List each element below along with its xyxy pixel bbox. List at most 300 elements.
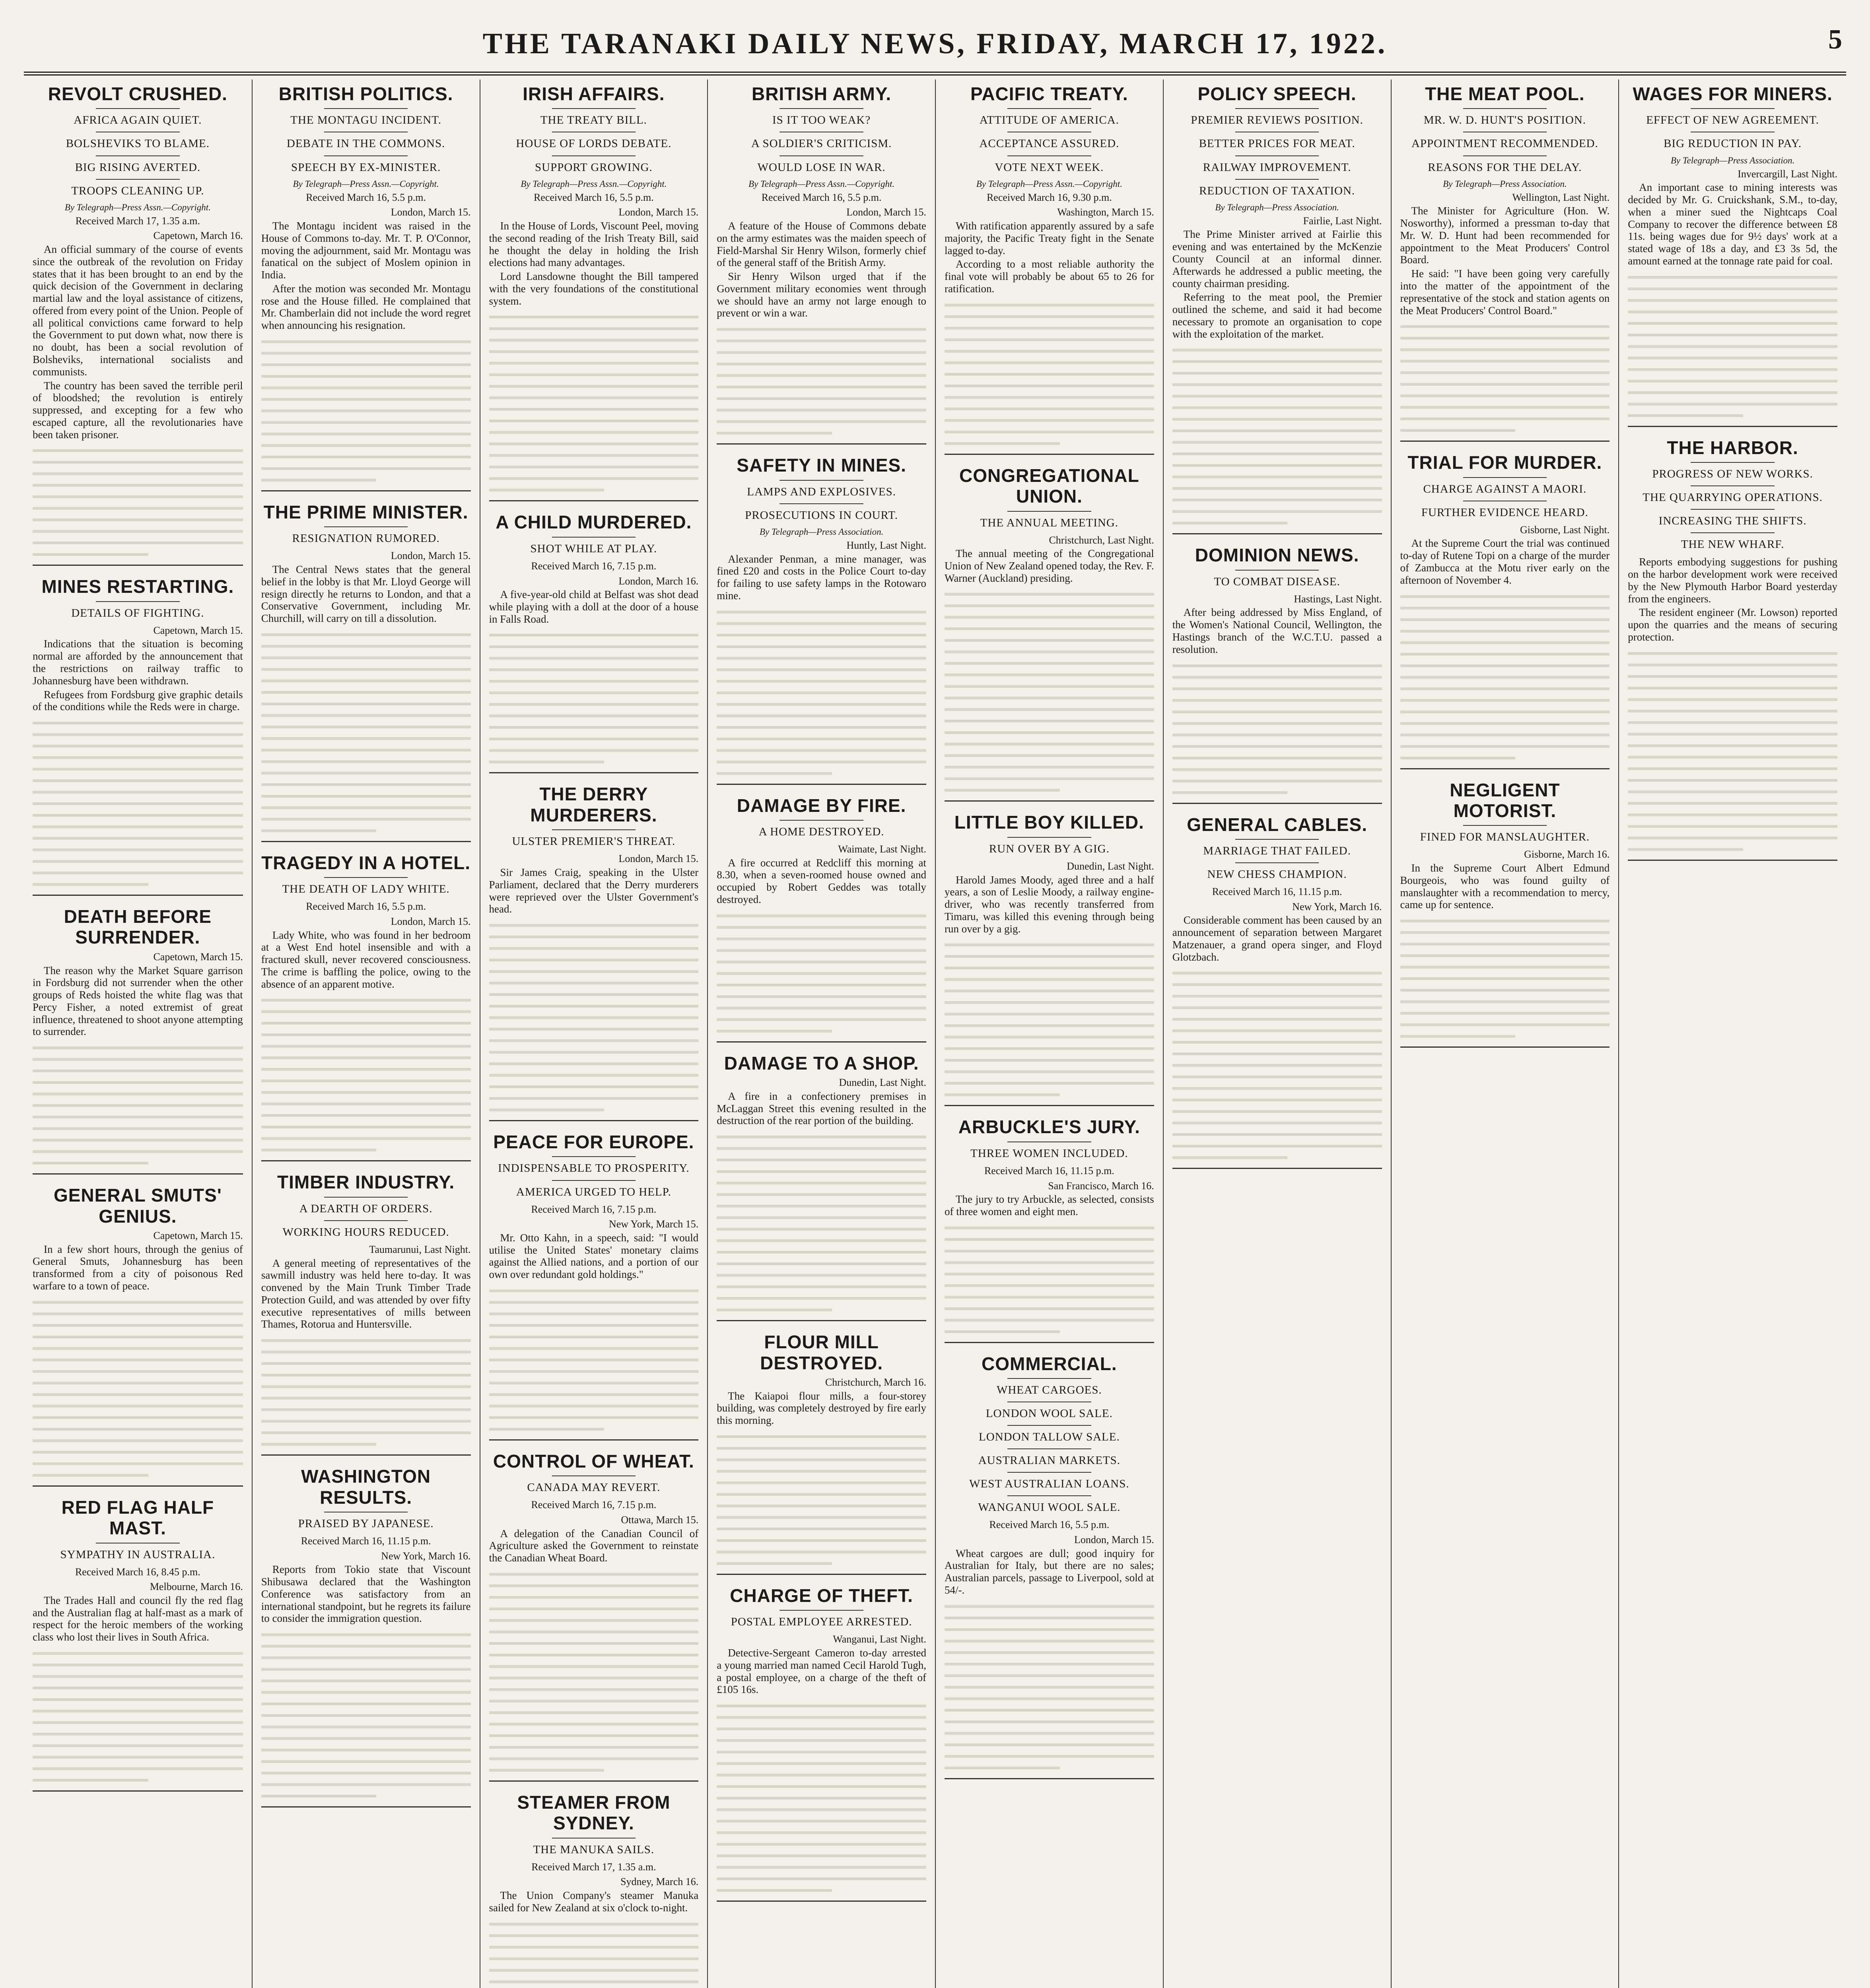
article-headline: COMMERCIAL. [982,1353,1117,1374]
article-subheading: INCREASING THE SHIFTS. [1658,514,1807,528]
text-filler [945,944,1154,1096]
article [717,1332,926,1575]
article-subheading: THE DEATH OF LADY WHITE. [282,883,450,896]
text-line [717,1262,926,1265]
article-separator [489,1780,699,1782]
text-line [1628,767,1837,770]
text-filler [33,1301,243,1477]
text-line [33,1058,243,1061]
divider [552,1475,636,1476]
text-line [1400,722,1610,725]
text-line [1400,757,1516,759]
text-line [945,639,1154,642]
text-line [489,327,699,330]
article-separator [261,841,471,842]
text-line [489,970,699,973]
text-line [945,1296,1154,1299]
text-line [1628,802,1837,805]
article-subheading: HOUSE OF LORDS DEBATE. [516,137,672,150]
text-line [1628,334,1837,336]
text-line [489,680,699,683]
article-subheading: PRAISED BY JAPANESE. [298,1517,434,1530]
text-line [717,1785,926,1788]
text-line [1400,325,1610,328]
wire-credit: By Telegraph—Press Association. [1215,202,1339,212]
dateline: Washington, March 15. [1057,206,1154,218]
received-time: Received March 17, 1.35 a.m. [531,1861,656,1873]
text-line [1628,813,1837,816]
article-paragraph: The Union Company's steamer Manuka sailed for New Zealand at six o'clock to-night. [489,1889,699,1914]
text-line [33,1093,243,1095]
article-subheading: AFRICA AGAIN QUIET. [74,114,202,127]
text-line [1400,348,1610,351]
article [1628,83,1837,427]
divider [1007,1472,1091,1473]
article-subheading: THE TREATY BILL. [540,114,647,127]
text-line [945,1319,1154,1322]
text-line [1172,1041,1382,1044]
text-line [717,738,926,740]
text-line [33,472,243,475]
text-line [261,726,471,728]
text-line [717,645,926,648]
text-line [945,304,1154,307]
text-line [1172,464,1382,467]
text-line [945,1093,1060,1096]
divider [1007,108,1091,109]
divider [779,480,863,481]
text-line [1172,429,1382,432]
dateline: London, March 15. [391,550,471,562]
article-paragraph: A fire occurred at Redcliff this morning at 8.30, when a seven-roomed house owned and occupied by Robert Geddes was totally destroyed. [717,856,926,906]
article-headline: CONTROL OF WHEAT. [493,1450,694,1472]
text-line [717,1182,926,1184]
text-line [717,1808,926,1811]
text-line [1172,452,1382,455]
text-line [1628,698,1837,701]
dateline: New York, March 16. [1292,901,1382,912]
article [1400,83,1610,442]
text-line [1628,756,1837,759]
text-line [33,802,243,805]
text-line [717,1007,926,1010]
article-subheading: ACCEPTANCE ASSURED. [979,137,1120,150]
text-line [1628,368,1837,371]
text-line [33,1382,243,1384]
article-subheading: SPEECH BY EX-MINISTER. [291,161,441,174]
text-filler [717,328,926,435]
divider [552,537,636,538]
text-filler [489,316,699,491]
text-line [1400,360,1610,363]
article-subheading: AUSTRALIAN MARKETS. [978,1454,1121,1467]
wire-credit: By Telegraph—Press Assn.—Copyright. [521,179,667,189]
text-line [1172,1006,1382,1009]
text-line [717,1831,926,1834]
text-line [1172,1087,1382,1090]
text-line [489,1607,699,1610]
text-line [945,1024,1154,1027]
received-time: Received March 16, 8.45 p.m. [75,1566,200,1578]
received-time: Received March 17, 1.35 a.m. [75,215,200,227]
text-line [945,967,1154,969]
text-line [489,1619,699,1622]
text-line [33,1116,243,1118]
text-line [489,1301,699,1304]
article [1400,780,1610,1048]
divider [324,108,408,109]
article-subheading: REASONS FOR THE DELAY. [1428,161,1582,174]
text-line [489,1923,699,1926]
divider [552,108,636,109]
article-subheading: LONDON TALLOW SALE. [979,1431,1120,1444]
text-line [717,1216,926,1219]
text-line [945,990,1154,992]
divider [1463,155,1547,156]
dateline: Hastings, Last Night. [1294,593,1382,605]
text-line [33,1733,243,1736]
article-subheading: DEBATE IN THE COMMONS. [286,137,445,150]
text-line [945,315,1154,318]
text-line [1628,790,1837,793]
text-line [261,656,471,659]
text-line [717,1030,832,1033]
divider [1691,509,1775,510]
text-line [717,1274,926,1277]
text-line [33,1756,243,1759]
divider [552,829,636,830]
text-line [489,1757,699,1760]
article-paragraph: The annual meeting of the Congregational Union of New Zealand opened today, the Rev. F. Warner (Auckland) presiding. [945,547,1154,584]
text-line [1628,664,1837,666]
text-line [717,1239,926,1242]
text-line [33,1312,243,1315]
article [261,852,471,1162]
text-line [1172,757,1382,759]
text-line [945,789,1060,792]
article-subheading: EFFECT OF NEW AGREEMENT. [1646,114,1819,127]
article [1172,814,1382,1169]
text-line [717,1716,926,1719]
text-line [33,484,243,487]
article-headline: GENERAL SMUTS' GENIUS. [53,1185,222,1227]
article [489,784,699,1121]
article [489,83,699,501]
article-headline: POLICY SPEECH. [1197,83,1357,104]
article-paragraph: Indications that the situation is becoming normal are afforded by the announcement that the restrictions on railway traffic to Johannesburg have been withdrawn. [33,638,243,687]
text-line [717,409,926,412]
text-line [945,1686,1154,1689]
divider [96,601,180,602]
text-line [33,1046,243,1049]
article-headline: RED FLAG HALF MAST. [61,1497,214,1539]
text-line [261,1137,471,1140]
article-subheading: WOULD LOSE IN WAR. [757,161,886,174]
divider [96,155,180,156]
text-line [945,766,1154,769]
text-line [717,1136,926,1138]
text-line [261,772,471,775]
article-headline: CHARGE OF THEFT. [730,1585,913,1606]
article-paragraph: The Minister for Agriculture (Hon. W. Nosworthy), informed a pressman to-day that Mr. W. D. Hunt had been recommended for appointment to the Meat Producers' Control Board. [1400,205,1610,266]
article-headline: NEGLIGENT MOTORIST. [1450,779,1560,821]
article-separator [1400,768,1610,769]
text-line [717,1516,926,1519]
article [489,512,699,773]
text-line [1628,779,1837,782]
text-line [945,593,1154,596]
text-line [945,1059,1154,1062]
article-separator [33,565,243,566]
article-separator [945,1342,1154,1343]
text-line [945,1261,1154,1264]
received-time: Received March 16, 5.5 p.m. [533,191,654,203]
text-line [1400,954,1610,957]
text-line [1172,372,1382,375]
text-line [1172,395,1382,398]
article-subheading: VOTE NEXT WEEK. [995,161,1104,174]
text-line [33,1127,243,1130]
wire-credit: By Telegraph—Press Assn.—Copyright. [748,179,895,189]
text-line [1172,983,1382,986]
article-separator [945,800,1154,802]
article-separator [945,1105,1154,1106]
text-line [33,1359,243,1361]
text-line [489,1382,699,1384]
text-line [33,768,243,771]
article-separator [261,1454,471,1456]
text-line [945,1697,1154,1700]
article-separator [717,784,926,785]
text-line [33,1744,243,1747]
text-filler [261,340,471,481]
text-line [1172,487,1382,490]
article-separator [945,1778,1154,1779]
text-line [1400,711,1610,713]
article-headline: BRITISH ARMY. [752,83,892,104]
dateline: Taumarunui, Last Night. [369,1243,471,1255]
text-line [945,604,1154,607]
text-line [33,733,243,736]
text-line [261,433,471,435]
article-separator [717,443,926,445]
text-line [33,553,148,556]
text-filler [945,1227,1154,1333]
text-line [717,1228,926,1231]
text-line [261,1633,471,1636]
article [717,455,926,784]
text-line [489,1289,699,1292]
text-line [261,1783,471,1786]
text-line [261,1760,471,1763]
text-line [1172,406,1382,409]
text-line [261,714,471,717]
article-paragraph: Detective-Sergeant Cameron to-day arrested a young married man named Cecil Harold Tugh, a postal employee, on a charge of the theft of £105 16s. [717,1647,926,1696]
received-time: Received March 16, 5.5 p.m. [306,901,426,912]
text-line [945,396,1154,399]
article-separator [1628,860,1837,861]
article-paragraph: Refugees from Fordsburg give graphic details of the conditions while the Reds were in charge. [33,688,243,713]
text-line [945,685,1154,688]
text-line [1400,687,1610,690]
article-subheading: A SOLDIER'S CRITICISM. [751,137,892,150]
article-separator [261,490,471,491]
text-line [1172,441,1382,444]
dateline: Wanganui, Last Night. [833,1633,926,1645]
article-subheading: DETAILS OF FIGHTING. [71,606,204,619]
article-subheading: TROOPS CLEANING UP. [71,184,204,197]
text-line [1400,734,1610,736]
text-line [489,477,699,480]
text-line [717,984,926,986]
text-line [1628,345,1837,348]
article [717,795,926,1043]
text-line [261,1033,471,1036]
dateline: Christchurch, Last Night. [1049,534,1154,546]
article-paragraph: A five-year-old child at Belfast was shot dead while playing with a doll at the door of a house in Falls Road. [489,588,699,625]
dateline: Dunedin, Last Night. [1067,860,1154,872]
text-line [1400,977,1610,980]
article-subheading: MR. W. D. HUNT'S POSITION. [1423,114,1586,127]
article-separator [33,1790,243,1792]
text-line [1628,733,1837,736]
divider [1007,1448,1091,1449]
wire-credit: By Telegraph—Press Association. [1443,179,1567,189]
text-line [945,361,1154,364]
article-paragraph: In a few short hours, through the genius of General Smuts, Johannesburg has been transformed from a city of poisonous Red warfare to a town of peace. [33,1243,243,1292]
text-line [1400,337,1610,340]
text-line [1172,791,1288,794]
dateline: Sydney, March 16. [620,1876,699,1888]
text-line [33,1405,243,1408]
text-line [945,650,1154,653]
text-line [1400,406,1610,409]
text-line [717,949,926,952]
dateline: Gisborne, Last Night. [1520,524,1610,536]
article [33,576,243,896]
text-line [1628,276,1837,279]
text-line [945,1227,1154,1229]
article-subheading: LAMPS AND EXPLOSIVES. [747,485,896,498]
article-subheading: AMERICA URGED TO HELP. [516,1185,671,1198]
article [717,1585,926,1902]
text-line [261,1691,471,1694]
text-filler [717,1435,926,1565]
text-line [717,1493,926,1496]
text-line [33,1104,243,1107]
text-line [489,1028,699,1031]
divider [1235,862,1319,863]
article-headline: WAGES FOR MINERS. [1633,83,1833,104]
text-line [1628,287,1837,290]
text-filler [945,1605,1154,1769]
article-headline: THE MEAT POOL. [1425,83,1585,104]
text-line [945,1070,1154,1073]
article-paragraph: The resident engineer (Mr. Lowson) reported upon the quarries and the means of securing protection. [1628,606,1837,643]
text-line [945,1238,1154,1241]
text-line [489,924,699,927]
article-paragraph: A fire in a confectionery premises in McLaggan Street this evening resulted in the destruction of the rear portion of the building. [717,1090,926,1127]
article-paragraph: In the Supreme Court Albert Edmund Bourgeois, who was found guilty of manslaughter with a recommendation to mercy, came up for sentence. [1400,862,1610,911]
divider [1007,837,1091,838]
text-line [261,1714,471,1717]
article-headline: THE DERRY MURDERERS. [530,784,657,825]
text-line [261,749,471,751]
article-paragraph: He said: "I have been going very carefully into the matter of the appointment of the representative of the stock and station agents on the Meat Producers' Control Board." [1400,268,1610,316]
article-headline: IRISH AFFAIRS. [523,83,665,104]
text-line [33,542,243,544]
text-filler [945,304,1154,445]
text-line [261,1726,471,1728]
text-filler [1400,920,1610,1038]
text-line [717,420,926,423]
text-line [945,1628,1154,1631]
text-line [489,1700,699,1703]
article-headline: DAMAGE BY FIRE. [737,795,906,816]
text-line [945,1330,1060,1333]
text-line [261,467,471,470]
text-line [1628,380,1837,382]
text-line [489,408,699,411]
text-line [489,316,699,318]
text-line [489,385,699,388]
text-line [1628,322,1837,325]
article-separator [717,1041,926,1043]
text-line [717,1018,926,1021]
text-line [1172,768,1382,771]
article-paragraph: The country has been saved the terrible peril of bloodshed; the revolution is entirely suppressed, and excepting for a few who escaped capture, all the revolutionaries have been taken prisoner. [33,379,243,441]
text-line [33,1439,243,1442]
text-line [717,1458,926,1461]
divider [1007,1495,1091,1496]
text-line [1400,966,1610,969]
text-line [1628,391,1837,394]
text-line [33,1370,243,1373]
text-line [945,1605,1154,1608]
text-line [261,1443,377,1446]
text-line [1400,630,1610,633]
divider [1235,179,1319,180]
dateline: Capetown, March 16. [153,230,243,242]
article-subheading: POSTAL EMPLOYEE ARRESTED. [731,1615,912,1629]
text-line [945,1001,1154,1004]
text-line [489,1051,699,1054]
text-line [489,703,699,706]
text-line [489,489,605,491]
dateline: Fairlie, Last Night. [1303,215,1382,227]
article-separator [1172,533,1382,534]
text-line [489,419,699,422]
text-line [1400,699,1610,702]
article-paragraph: A feature of the House of Commons debate on the army estimates was the maiden speech of Field-Marshal Sir Henry Wilson, formerly chief of the general staff of the British Army. [717,220,926,269]
text-line [489,1428,605,1431]
text-line [717,1435,926,1438]
received-time: Received March 16, 11.15 p.m. [984,1165,1114,1176]
divider [552,155,636,156]
text-line [261,760,471,763]
article-separator [489,772,699,773]
article-headline: STEAMER FROM SYDNEY. [517,1792,671,1834]
article-subheading: WANGANUI WOOL SALE. [978,1501,1121,1514]
text-line [945,955,1154,958]
text-filler [717,1705,926,1892]
article-paragraph: A general meeting of representatives of the sawmill industry was held here to-day. It was convened by the Main Trunk Timber Trade Protection Guild, and was attended by over fifty executive representatives of mills between Thames, Rotorua and Huntersville. [261,1257,471,1330]
text-line [717,1205,926,1208]
text-line [489,1980,699,1983]
article [1172,83,1382,534]
text-line [1400,371,1610,374]
text-line [33,872,243,874]
